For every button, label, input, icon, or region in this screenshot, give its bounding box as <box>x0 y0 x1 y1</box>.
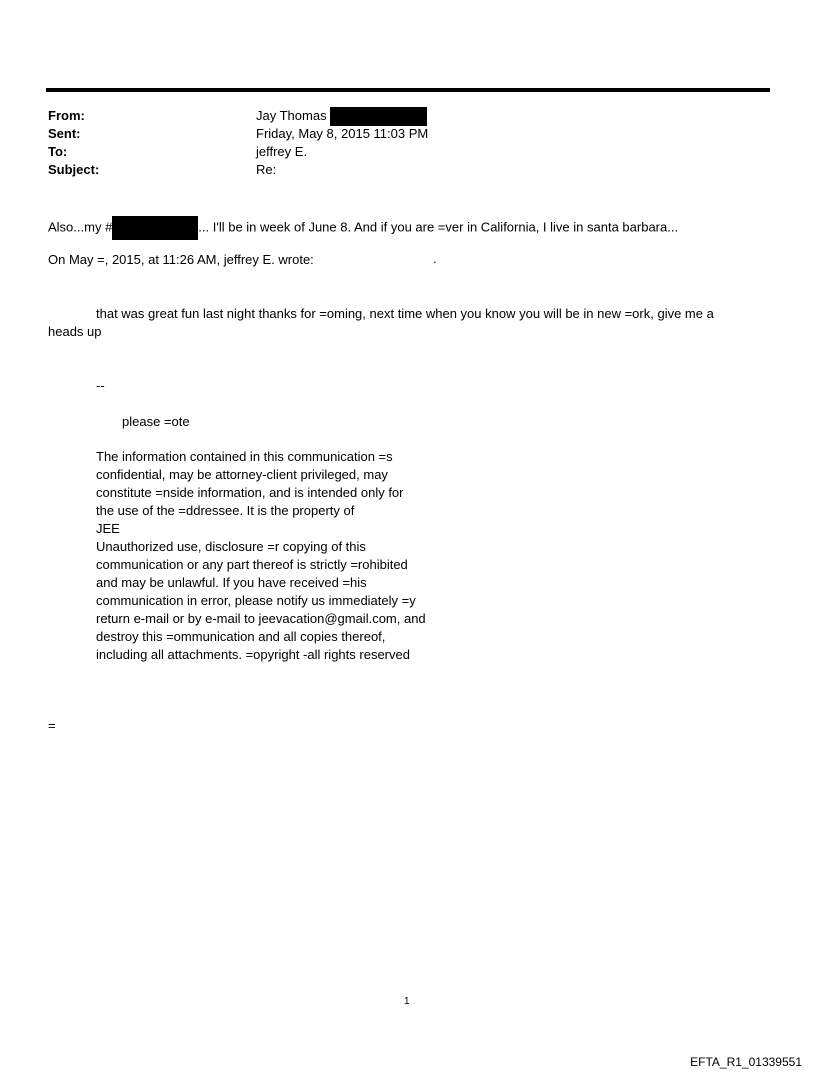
page-number: 1 <box>404 996 410 1007</box>
signature-dashes: -- <box>96 378 105 393</box>
quoted-line-1: that was great fun last night thanks for =oming, next time when you know you will be in new =ork, give me a <box>96 306 714 321</box>
please-note: please =ote <box>122 414 190 429</box>
to-value: jeffrey E. <box>256 144 308 159</box>
disclaimer-line: destroy this =ommunication and all copies thereof, <box>96 629 386 644</box>
subject-value: Re: <box>256 162 277 177</box>
quoted-line-2: heads up <box>48 324 102 339</box>
disclaimer-line: the use of the =ddressee. It is the property of <box>96 503 355 518</box>
disclaimer-line: constitute =nside information, and is intended only for <box>96 485 404 500</box>
disclaimer-line: including all attachments. =opyright -all rights reserved <box>96 647 410 662</box>
disclaimer-line: confidential, may be attorney-client privileged, may <box>96 467 388 482</box>
disclaimer-line: communication or any part thereof is strictly =rohibited <box>96 557 408 572</box>
stray-dot: . <box>433 251 437 266</box>
disclaimer-line: The information contained in this communication =s <box>96 449 393 464</box>
disclaimer-block <box>96 448 426 664</box>
redaction-box <box>112 216 198 240</box>
disclaimer-line: Unauthorized use, disclosure =r copying of this <box>96 539 366 554</box>
disclaimer-line: return e-mail or by e-mail to jeevacation@gmail.com, and <box>96 611 426 626</box>
disclaimer-line: communication in error, please notify us immediately =y <box>96 593 416 608</box>
sent-label: Sent: <box>48 126 81 141</box>
trailing-equals: = <box>48 718 56 733</box>
disclaimer-line: JEE <box>96 521 120 536</box>
redaction-box <box>330 107 427 126</box>
from-label: From: <box>48 108 85 123</box>
body-line-1 <box>48 216 678 240</box>
subject-label: Subject: <box>48 162 100 177</box>
to-label: To: <box>48 144 68 159</box>
disclaimer-line: and may be unlawful. If you have received =his <box>96 575 367 590</box>
sent-value: Friday, May 8, 2015 11:03 PM <box>256 126 429 141</box>
bates-number: EFTA_R1_01339551 <box>690 1055 802 1069</box>
quote-intro: On May =, 2015, at 11:26 AM, jeffrey E. wrote: <box>48 252 314 267</box>
body-line-1-start: Also...my # <box>48 219 113 235</box>
from-value <box>256 107 427 126</box>
body-line-1-end: ... I'll be in week of June 8. And if you are =ver in California, I live in santa barbara... <box>198 219 679 235</box>
from-name: Jay Thomas <box>256 107 327 123</box>
header-rule <box>46 88 770 92</box>
